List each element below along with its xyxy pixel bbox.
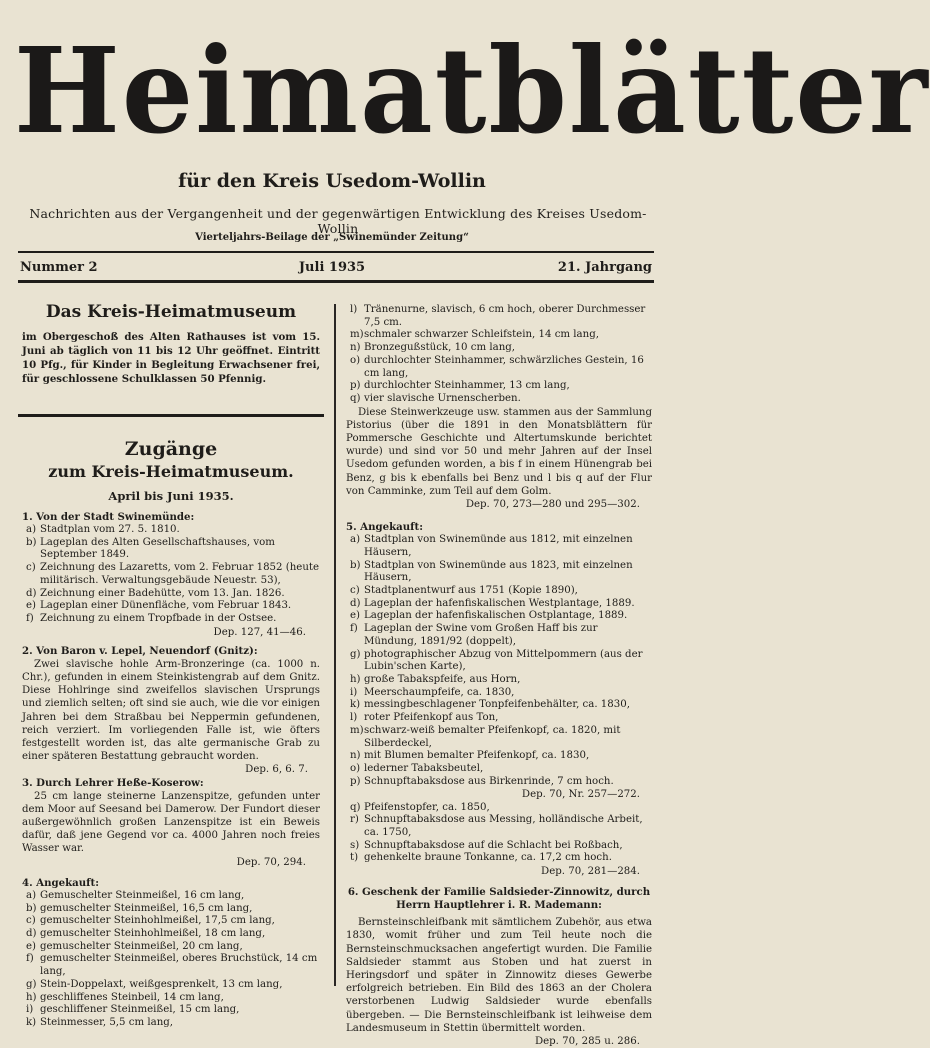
- list-item: b) Stadtplan von Swinemünde aus 1823, mit einzelnen Häusern,: [350, 559, 633, 584]
- acquisitions-period: April bis Juni 1935.: [108, 489, 234, 503]
- museum-text: im Obergeschoß des Alten Rathauses ist vom 15. Juni ab täglich von 11 bis 12 Uhr geöffnet. Eintritt 10 Pfg., für Kinder in Begleitung Erwachsener frei, für geschlossene Schulklassen 50 Pfennig.: [22, 331, 320, 385]
- list-item: r) Schnupftabaksdose aus Messing, holländische Arbeit, ca. 1750,: [350, 814, 643, 838]
- list-item: c) Zeichnung des Lazaretts, vom 2. Februar 1852 (heute militärisch. Verwaltungsgebäude Neuestr. 53),: [26, 562, 319, 586]
- list-item: q) vier slavische Urnenscherben.: [350, 392, 521, 404]
- list-item: f) Lageplan der Swine vom Großen Haff bis zur Mündung, 1891/92 (doppelt),: [350, 623, 598, 647]
- s2-ref: Dep. 6, 6. 7.: [245, 764, 308, 776]
- list-item: m) schwarz-weiß bemalter Pfeifenkopf, ca. 1820, mit Silberdeckel,: [350, 724, 621, 749]
- s3-title: 3. Durch Lehrer Heße-Koserow:: [22, 776, 204, 789]
- list-item: l) Tränenurne, slavisch, 6 cm hoch, oberer Durchmesser 7,5 cm.: [350, 304, 646, 328]
- list-item: a) Stadtplan vom 27. 5. 1810.: [26, 524, 180, 535]
- s3-text: 25 cm lange steinerne Lanzenspitze, gefunden unter dem Moor auf Seesand bei Damerow. Der Fundort dieser außergewöhnlich großen Lanzenspitze ist ein Beweis dafür, daß jene Gegend vor ca. 4000 Jahren noch freies Wasser war.: [22, 790, 320, 855]
- issue-date: Juli 1935: [298, 260, 366, 275]
- list-item: o) lederner Tabaksbeutel,: [350, 762, 484, 774]
- list-item: i) Meerschaumpfeife, ca. 1830,: [350, 686, 515, 698]
- left-column: [22, 302, 320, 1030]
- masthead-supplement: Vierteljahrs-Beilage der „Swinemünder Zeitung“: [195, 232, 469, 243]
- list-item: g) photographischer Abzug von Mittelpommern (aus der Lubin'schen Karte),: [350, 648, 643, 673]
- list-item: c) gemuschelter Steinhohlmeißel, 17,5 cm lang,: [26, 915, 275, 927]
- list-item: b) Lageplan des Alten Gesellschaftshauses, vom September 1849.: [26, 536, 275, 561]
- s1-list: [22, 524, 320, 626]
- list-item: q) Pfeifenstopfer, ca. 1850,: [350, 801, 490, 813]
- s5-list: [346, 534, 652, 788]
- s3-ref: Dep. 70, 294.: [236, 856, 306, 868]
- rule-bottom: [18, 280, 654, 283]
- list-item: a) Gemuschelter Steinmeißel, 16 cm lang,: [26, 889, 245, 901]
- acquisitions-heading: Zugänge: [124, 438, 218, 460]
- museum-heading: Das Kreis-Heimatmuseum: [45, 302, 297, 322]
- s5-ref1: Dep. 70, Nr. 257—272.: [521, 789, 640, 801]
- list-item: e) Lageplan der hafenfiskalischen Ostplantage, 1889.: [350, 610, 628, 622]
- list-item: t) gehenkelte braune Tonkanne, ca. 17,2 cm hoch.: [350, 852, 612, 864]
- masthead-title: Heimatblätter: [14, 22, 930, 161]
- s4-ref: Dep. 70, 273—280 und 295—302.: [465, 499, 640, 511]
- list-item: g) Stein-Doppelaxt, weißgesprenkelt, 13 cm lang,: [26, 978, 283, 990]
- list-item: k) Steinmesser, 5,5 cm lang,: [26, 1016, 174, 1028]
- s5-ref2: Dep. 70, 281—284.: [541, 866, 640, 878]
- list-item: o) durchlochter Steinhammer, schwärzliches Gestein, 16 cm lang,: [350, 354, 644, 379]
- list-item: c) Stadtplanentwurf aus 1751 (Kopie 1890),: [350, 585, 578, 597]
- list-item: n) Bronzegußstück, 10 cm lang,: [350, 342, 516, 354]
- list-item: d) Lageplan der hafenfiskalischen Westplantage, 1889.: [350, 597, 635, 609]
- list-item: p) durchlochter Steinhammer, 13 cm lang,: [350, 380, 570, 392]
- list-item: h) große Tabakspfeife, aus Horn,: [350, 673, 521, 685]
- list-item: b) gemuschelter Steinmeißel, 16,5 cm lang,: [26, 902, 253, 914]
- s2-text: Zwei slavische hohle Arm-Bronzeringe (ca. 1000 n. Chr.), gefunden in einem Steinkistengrab auf dem Gnitz. Diese Hohlringe sind zweifellos slavischen Ursprungs und ziemlich selten; oft sind sie auch, wie die vor einigen Jahren bei dem Straßbau bei Neppermin gefundenen, reich verziert. Im vorliegenden Falle ist, wie öfters festgestellt worden ist, das alte germanische Grab zu einer späteren Bestattung gebraucht worden.: [22, 658, 320, 763]
- acquisitions-subheading: zum Kreis-Heimatmuseum.: [48, 462, 294, 481]
- list-item: e) gemuschelter Steinmeißel, 20 cm lang,: [26, 940, 243, 952]
- s1-ref: Dep. 127, 41—46.: [213, 626, 306, 638]
- list-item: n) mit Blumen bemalter Pfeifenkopf, ca. 1830,: [350, 750, 590, 762]
- list-item: k) messingbeschlagener Tonpfeifenbehälter, ca. 1830,: [350, 699, 630, 711]
- list-item: h) geschliffenes Steinbeil, 14 cm lang,: [26, 991, 224, 1003]
- masthead-subtitle: für den Kreis Usedom-Wollin: [178, 170, 486, 192]
- s5-title: 5. Angekauft:: [346, 521, 424, 534]
- list-item: d) gemuschelter Steinhohlmeißel, 18 cm lang,: [26, 927, 266, 939]
- list-item: d) Zeichnung einer Badehütte, vom 13. Jan. 1826.: [26, 587, 285, 599]
- list-item: f) Zeichnung zu einem Tropfbade in der Ostsee.: [26, 612, 277, 624]
- issue-number: Nummer 2: [20, 260, 98, 275]
- s5-list-continued: [346, 802, 652, 866]
- list-item: e) Lageplan einer Dünenfläche, vom Februar 1843.: [26, 600, 292, 612]
- s4-list-continued: [346, 304, 652, 406]
- s4-list: [22, 890, 320, 1030]
- rule-top: [18, 251, 654, 253]
- list-item: p) Schnupftabaksdose aus Birkenrinde, 7 cm hoch.: [350, 775, 614, 787]
- list-item: i) geschliffener Steinmeißel, 15 cm lang,: [26, 1004, 240, 1016]
- masthead-tagline: Nachrichten aus der Vergangenheit und der gegenwärtigen Entwicklung des Kreises Usedom-Wollin: [29, 206, 647, 236]
- s4-text: Diese Steinwerkzeuge usw. stammen aus der Sammlung Pistorius (über die 1891 in den Monatsblättern für Pommersche Geschichte und Altertumskunde berichtet wurde) und sind vor 50 und mehr Jahren auf der Insel Usedom gefunden worden, a bis f in einem Hünengrab bei Benz, g bis k ebenfalls bei Benz und l bis q auf der Flur von Camminke, zum Teil auf dem Golm.: [346, 406, 652, 497]
- issue-volume: 21. Jahrgang: [557, 260, 652, 275]
- s1-title: 1. Von der Stadt Swinemünde:: [22, 511, 195, 523]
- right-column: [346, 304, 652, 1048]
- s4-title: 4. Angekauft:: [22, 876, 100, 889]
- list-item: l) roter Pfeifenkopf aus Ton,: [350, 712, 499, 724]
- list-item: f) gemuschelter Steinmeißel, oberes Bruchstück, 14 cm lang,: [26, 953, 318, 978]
- list-item: m) schmaler schwarzer Schleifstein, 14 cm lang,: [350, 329, 599, 341]
- list-item: a) Stadtplan von Swinemünde aus 1812, mit einzelnen Häusern,: [350, 534, 633, 558]
- s6-title: 6. Geschenk der Familie Saldsieder-Zinnowitz, durch Herrn Hauptlehrer i. R. Mademann:: [347, 886, 651, 912]
- s6-text: Bernsteinschleifbank mit sämtlichem Zubehör, aus etwa 1830, womit früher und zum Teil heute noch die Bernsteinschmucksachen angefertigt wurden. Die Familie Saldsieder stammt aus Stoben und hat zuerst in Heringsdorf und später in Zinnowitz dieses Gewerbe erfolgreich betrieben. Ein Bild des 1863 an der Cholera verstorbenen Ludwig Saldsieder wurde ebenfalls übergeben. — Die Bernsteinschleifbank ist leihweise dem Landesmuseum in Stettin übermittelt worden.: [346, 917, 652, 1034]
- s2-title: 2. Von Baron v. Lepel, Neuendorf (Gnitz):: [22, 644, 258, 657]
- column-divider: [334, 304, 336, 986]
- list-item: s) Schnupftabaksdose auf die Schlacht bei Roßbach,: [350, 839, 623, 851]
- s6-ref: Dep. 70, 285 u. 286.: [534, 1036, 640, 1048]
